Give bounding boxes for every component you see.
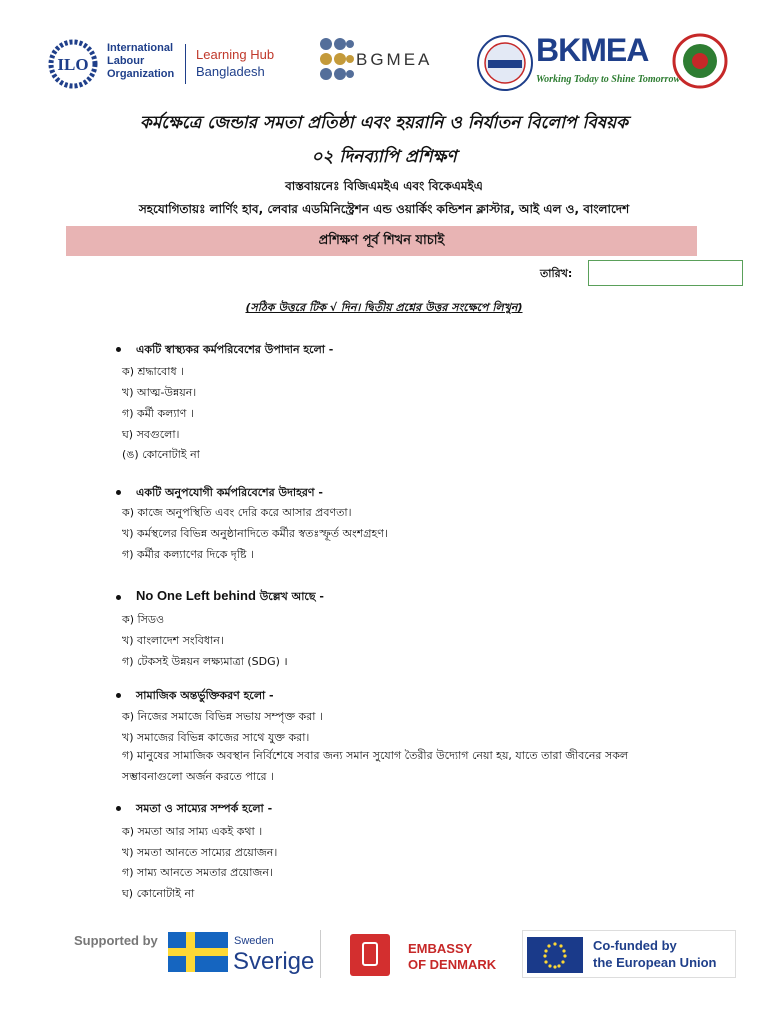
- footer-divider: [320, 930, 321, 978]
- logo-bar: [0, 30, 768, 100]
- instruction-text: (সঠিক উত্তরে টিক √ দিন। দ্বিতীয় প্রশ্নের উত্তর সংক্ষেপে লিখুন): [245, 301, 523, 314]
- question-text: একটি স্বাস্থ্যকর কর্মপরিবেশের উপাদান হলো -: [136, 343, 334, 356]
- sweden-flag-icon: [168, 932, 228, 972]
- option[interactable]: ক) কাজে অনুপস্থিতি এবং দেরি করে আসার প্রবণতা।: [122, 506, 352, 519]
- sweden-label: Sweden: [234, 935, 274, 947]
- government-seal-icon: [672, 32, 728, 90]
- collaboration-line: সহযোগিতায়ঃ লার্ণিং হাব, লেবার এডমিনিস্ট্রেশন এন্ড ওয়ার্কিং কন্ডিশন ক্লাস্টার, আই এল ও, বাংলাদেশ: [138, 202, 630, 216]
- option[interactable]: গ) মানুষের সামাজিক অবস্থান নির্বিশেষে সবার জন্য সমান সুযোগ তৈরীর উদ্যোগ নেয়া হয়, যাতে তারা জীবনের সকল সম্ভাবনাগুলো অর্জন করতে পারে ।: [122, 749, 629, 783]
- option[interactable]: গ) কর্মী কল্যাণ ।: [122, 407, 194, 420]
- bullet-icon: [116, 347, 121, 352]
- training-duration: ০২ দিনব্যাপি প্রশিক্ষণ: [311, 147, 457, 167]
- option[interactable]: গ) কর্মীর কল্যাণের দিকে দৃষ্টি ।: [122, 548, 254, 561]
- option[interactable]: গ) টেকসই উন্নয়ন লক্ষ্যমাত্রা (SDG) ।: [122, 655, 288, 668]
- option[interactable]: গ) সাম্য আনতে সমতার প্রয়োজন।: [122, 866, 273, 879]
- option[interactable]: ক) শ্রদ্ধাবোধ ।: [122, 365, 185, 378]
- sverige-label: Sverige: [233, 948, 315, 975]
- bkmea-name: BKMEA: [536, 32, 649, 68]
- question-text: একটি অনুপযোগী কর্মপরিবেশের উদাহরণ -: [136, 486, 323, 499]
- option[interactable]: ঘ) কোনোটাই না: [122, 887, 195, 900]
- logo-divider: [185, 44, 186, 84]
- question-text: সমতা ও সাম্যের সম্পর্ক হলো -: [136, 802, 273, 815]
- bullet-icon: [116, 806, 121, 811]
- bgmea-name: BGMEA: [356, 50, 433, 69]
- supported-by-label: Supported by: [74, 933, 158, 948]
- assessment-banner: প্রশিক্ষণ পূর্ব শিখন যাচাই: [66, 226, 697, 256]
- option[interactable]: ক) নিজের সমাজে বিভিন্ন সভায় সম্পৃক্ত করা ।: [122, 710, 323, 723]
- option[interactable]: (ঙ) কোনোটাই না: [122, 448, 200, 461]
- denmark-embassy-label: EMBASSY OF DENMARK: [408, 941, 497, 972]
- option[interactable]: ক) সমতা আর সাম্য একই কথা ।: [122, 825, 263, 838]
- question-text: সামাজিক অন্তর্ভুক্তিকরণ হলো -: [136, 689, 274, 702]
- option[interactable]: খ) বাংলাদেশ সংবিধান।: [122, 634, 224, 647]
- training-title: কর্মক্ষেত্রে জেন্ডার সমতা প্রতিষ্ঠা এবং হয়রানি ও নির্যাতন বিলোপ বিষয়ক: [139, 113, 629, 133]
- bgmea-logo-icon: [318, 34, 354, 90]
- question-text: No One Left behind উল্লেখ আছে -: [136, 588, 324, 603]
- bullet-icon: [116, 595, 121, 600]
- option[interactable]: ক) সিডও: [122, 613, 165, 626]
- eu-logo: [522, 930, 736, 978]
- implementation-line: বাস্তবায়নেঃ বিজিএমইএ এবং বিকেএমইএ: [285, 179, 483, 193]
- bkmea-seal-icon: [476, 34, 534, 92]
- ilo-name: International Labour Organization: [107, 42, 175, 80]
- eu-cofunded-label: Co-funded by the European Union: [593, 938, 717, 970]
- option[interactable]: খ) কর্মস্থলের বিভিন্ন অনুষ্ঠানাদিতে কর্মীর স্বতঃস্ফূর্ত অংশগ্রহণ।: [122, 527, 388, 540]
- bullet-icon: [116, 693, 121, 698]
- bullet-icon: [116, 490, 121, 495]
- denmark-crest-icon: [350, 934, 390, 976]
- option[interactable]: ঘ) সবগুলো।: [122, 428, 180, 441]
- learning-hub-logo: Learning Hub Bangladesh: [196, 47, 275, 79]
- eu-flag-icon: [527, 937, 583, 973]
- option[interactable]: খ) আত্ম-উন্নয়ন।: [122, 386, 197, 399]
- date-label: তারিখ:: [540, 267, 573, 280]
- date-field[interactable]: [588, 260, 743, 286]
- ilo-logo-icon: [45, 38, 101, 90]
- bkmea-tagline: Working Today to Shine Tomorrow: [536, 74, 681, 85]
- option[interactable]: খ) সমতা আনতে সাম্যের প্রয়োজন।: [122, 846, 278, 859]
- svg-text:ILO: ILO: [57, 55, 89, 74]
- option[interactable]: খ) সমাজের বিভিন্ন কাজের সাথে যুক্ত করা।: [122, 731, 310, 744]
